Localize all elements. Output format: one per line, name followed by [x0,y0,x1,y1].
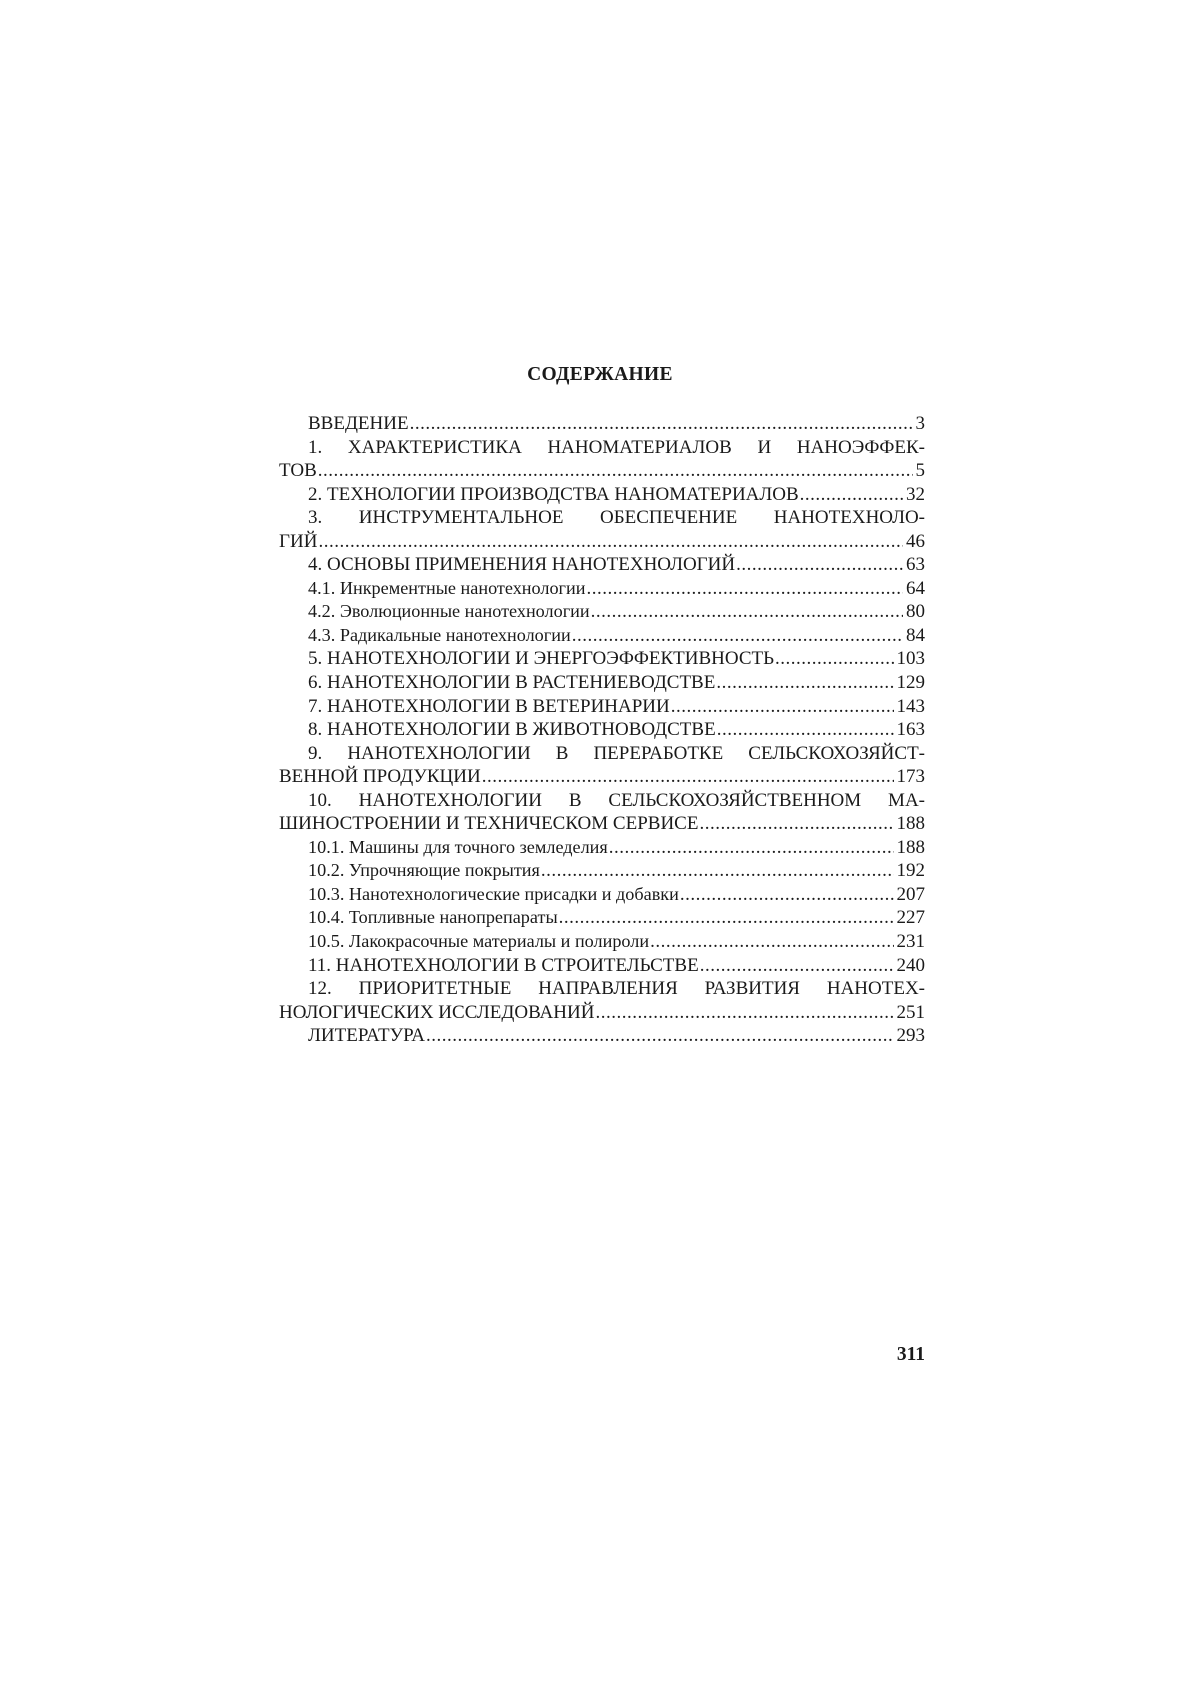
toc-entry-text: 10.5. Лакокрасочные материалы и полироли [308,931,650,952]
toc-entry [279,506,925,553]
toc-page-number: 84 [906,624,925,646]
toc-entry [279,789,925,836]
toc-subentry [279,836,925,860]
toc-entry [279,412,925,436]
toc-page-number: 103 [896,648,925,670]
toc-entry [279,553,925,577]
toc-entry-text: 10.3. Нанотехнологические присадки и добавки [308,883,679,904]
toc-entry-text: 4.2. Эволюционные нанотехнологии [308,601,590,622]
toc-page-number: 173 [896,766,925,788]
dot-leader [700,954,894,978]
toc-page-number: 64 [906,577,925,599]
toc-entry-text: 12. ПРИОРИТЕТНЫЕ НАПРАВЛЕНИЯ РАЗВИТИЯ НАНОТЕХ- [308,978,925,1000]
toc-page-number: 163 [896,719,925,741]
dot-leader [410,412,913,436]
toc-page-number: 227 [896,907,925,929]
toc-entry-text: 11. НАНОТЕХНОЛОГИИ В СТРОИТЕЛЬСТВЕ [308,954,699,976]
dot-leader [699,812,893,836]
toc-entry [279,977,925,1024]
toc-entry [279,1024,925,1048]
page-number: 311 [896,1344,925,1365]
toc-page-number: 46 [906,530,925,552]
toc-entry [279,436,925,483]
toc-entry-text: 3. ИНСТРУМЕНТАЛЬНОЕ ОБЕСПЕЧЕНИЕ НАНОТЕХНОЛО- [308,507,925,529]
toc-page-number: 80 [906,601,925,623]
dot-leader [318,530,903,554]
table-of-contents [279,412,925,1048]
toc-entry-text: 10.1. Машины для точного земледелия [308,836,608,857]
toc-page-number: 188 [896,813,925,835]
toc-subentry [279,883,925,907]
toc-page-number: 3 [915,413,925,434]
toc-entry-text: 1. ХАРАКТЕРИСТИКА НАНОМАТЕРИАЛОВ И НАНОЭФФЕК- [308,436,925,458]
dot-leader [318,459,913,483]
toc-entry-text: ТОВ [279,460,317,482]
toc-entry-text: 2. ТЕХНОЛОГИИ ПРОИЗВОДСТВА НАНОМАТЕРИАЛОВ [308,483,799,505]
toc-subentry [279,600,925,624]
toc-page-number: 192 [896,860,925,882]
toc-page-number: 63 [906,554,925,576]
toc-entry-text: ШИНОСТРОЕНИИ И ТЕХНИЧЕСКОМ СЕРВИСЕ [279,813,699,835]
dot-leader [680,883,894,907]
dot-leader [591,600,903,624]
toc-page-number: 32 [906,483,925,505]
toc-entry-text: 7. НАНОТЕХНОЛОГИИ В ВЕТЕРИНАРИИ [308,695,670,717]
toc-entry [279,483,925,507]
toc-entry [279,742,925,789]
toc-subentry [279,906,925,930]
toc-entry-text: 4.3. Радикальные нанотехнологии [308,624,571,645]
dot-leader [650,930,893,954]
toc-page-number: 143 [896,695,925,717]
toc-subentry [279,577,925,601]
toc-entry-text: 10.2. Упрочняющие покрытия [308,860,540,881]
dot-leader [541,859,894,883]
toc-entry-text: 10. НАНОТЕХНОЛОГИИ В СЕЛЬСКОХОЗЯЙСТВЕННОМ МА- [308,789,925,811]
dot-leader [800,483,903,507]
toc-page-number: 188 [896,836,925,858]
dot-leader [671,695,894,719]
toc-page-number: 231 [896,931,925,953]
page-title: СОДЕРЖАНИЕ [527,364,673,385]
dot-leader [559,906,894,930]
toc-entry-text: ВЕННОЙ ПРОДУКЦИИ [279,766,481,788]
toc-entry [279,954,925,978]
toc-entry-text: 10.4. Топливные нанопрепараты [308,907,558,928]
dot-leader [426,1024,894,1048]
toc-entry-text: 4.1. Инкрементные нанотехнологии [308,577,586,598]
toc-page-number: 240 [896,954,925,976]
toc-page-number: 293 [896,1025,925,1047]
toc-page-number: 207 [896,883,925,905]
dot-leader [775,647,893,671]
toc-entry-text: НОЛОГИЧЕСКИХ ИССЛЕДОВАНИЙ [279,1001,595,1023]
toc-entry-text: ГИЙ [279,530,318,552]
dot-leader [716,671,893,695]
toc-subentry [279,624,925,648]
toc-entry-text: ЛИТЕРАТУРА [308,1025,425,1047]
toc-entry [279,695,925,719]
dot-leader [482,765,894,789]
dot-leader [736,553,903,577]
toc-entry-text: 5. НАНОТЕХНОЛОГИИ И ЭНЕРГОЭФФЕКТИВНОСТЬ [308,648,775,670]
toc-subentry [279,859,925,883]
dot-leader [717,718,894,742]
toc-entry [279,671,925,695]
toc-subentry [279,930,925,954]
toc-entry-text: 4. ОСНОВЫ ПРИМЕНЕНИЯ НАНОТЕХНОЛОГИЙ [308,554,736,576]
toc-entry-text: 8. НАНОТЕХНОЛОГИИ В ЖИВОТНОВОДСТВЕ [308,719,716,741]
toc-entry [279,718,925,742]
toc-page-number: 251 [896,1001,925,1023]
dot-leader [609,836,894,860]
toc-page-number: 5 [915,460,925,482]
toc-page-number: 129 [896,672,925,694]
toc-entry-text: ВВЕДЕНИЕ [308,413,409,434]
dot-leader [595,1001,893,1025]
dot-leader [572,624,903,648]
toc-entry-text: 9. НАНОТЕХНОЛОГИИ В ПЕРЕРАБОТКЕ СЕЛЬСКОХОЗЯЙСТ- [308,742,925,764]
dot-leader [586,577,903,601]
toc-entry [279,647,925,671]
toc-entry-text: 6. НАНОТЕХНОЛОГИИ В РАСТЕНИЕВОДСТВЕ [308,672,716,694]
